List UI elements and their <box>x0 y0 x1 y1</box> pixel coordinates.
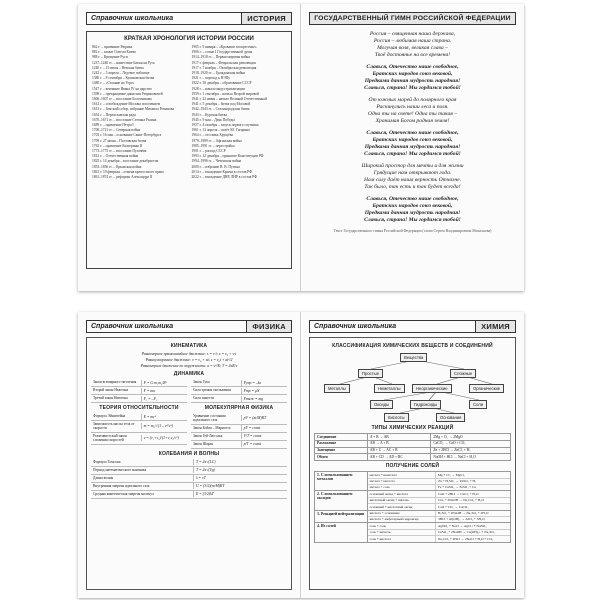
anthem-line: Могучая воля, великая слава – <box>377 45 448 51</box>
chronology-event: 1939 г. 1 сентября – начало Второй мировой <box>191 91 259 96</box>
formula-value: λ = vT <box>193 475 287 481</box>
formula-row <box>191 379 287 387</box>
reaction-row <box>315 440 511 447</box>
physics-panel <box>86 337 292 590</box>
node-simple: Простые <box>358 369 383 378</box>
anthem-line: Широкий простор для мечты и для жизни <box>361 163 464 169</box>
chronology-event: 1941 г. 22 июня – начало Великой Отечественной <box>191 97 268 102</box>
chronology-event: 1918–1920 гг. – Гражданская война <box>191 71 246 76</box>
formula-label: Второй закон Ньютона <box>93 388 129 393</box>
formula-row <box>191 395 287 403</box>
reaction-scheme: A + B → AB <box>367 434 430 441</box>
anthem-line: Россия – священная наша держава, <box>369 31 456 37</box>
chronology-event: 1945 г. 9 мая – День Победы <box>191 117 235 122</box>
chronology-column-1 <box>92 45 187 180</box>
salt-equation: 3HCl + Al(OH)₃ → AlCl₃ + 3H₂O <box>437 517 485 522</box>
salt-group <box>314 511 511 524</box>
anthem-line: Твоё достоянье на все времена! <box>374 52 451 58</box>
kinematics-formula: Равномерное движение по окружности: a = v²/R; T = 2πR/v <box>140 364 238 368</box>
formula-label: Уравнение состояния идеального газа <box>193 414 226 423</box>
salt-row <box>368 517 510 522</box>
anthem-line: Россия – любимая наша страна. <box>373 38 452 44</box>
formula-label: Средняя кинетическая энергия молекул <box>93 492 154 497</box>
salt-reagents: кислота + амфотерный гидроксид <box>368 517 436 522</box>
anthem-line: Предками данная мудрость народная! <box>364 78 461 84</box>
salt-reagents: кислота + основание <box>368 511 436 516</box>
chronology-event: 2000 г. – избрание В. В. Путина <box>191 164 240 169</box>
reaction-scheme: AB → A + B <box>367 440 430 447</box>
formula-value: p/T = const <box>241 441 287 447</box>
chronology-event: 1606–1607 гг. – восстание Болотникова <box>92 97 152 102</box>
formula-row <box>191 425 287 433</box>
dynamics-title: ДИНАМИКА <box>173 371 205 377</box>
chronology-event: 1242 г. – 5 апреля – Ледовое побоище <box>92 71 150 76</box>
formula-value: E = (3/2)kT <box>193 491 287 497</box>
salt-reagents: основный оксид + кислота <box>368 491 436 496</box>
chronology-event: 1928 г. – начало индустриализации <box>191 86 245 91</box>
formula-value: Fтяж = mg <box>241 396 287 402</box>
salt-reagents: соль + соль <box>368 523 436 528</box>
chronology-event: 1921 г. – переход к НЭПу <box>191 76 231 81</box>
chronology-event: 1957 г. 4 октября – запуск первого спутника <box>191 123 259 128</box>
chronology-event: 1922 г. 30 декабря – образование СССР <box>191 81 252 86</box>
formula-label: Сила трения скольжения <box>193 388 231 393</box>
reaction-scheme: AB + C → AC + B <box>367 447 430 454</box>
anthem-line: Славься, Отечество наше свободное, <box>366 64 459 70</box>
salt-equation: CaO + CO₂ → CaCO₃ <box>437 504 469 509</box>
formula-label: Формула Эйнштейна <box>93 414 126 419</box>
reaction-example: Zn + 2HCl → ZnCl₂ + H₂ <box>431 447 511 454</box>
formula-row <box>91 459 287 467</box>
node-complex: Сложные <box>450 369 476 378</box>
anthem-chorus <box>319 130 506 158</box>
node-organic: Органические <box>469 384 504 393</box>
chronology-event: 1613 г. – Земский собор, избрание Михаила Романова <box>92 107 175 112</box>
reaction-row <box>315 447 511 454</box>
chronology-event: 1825 г. 14 декабря – восстание декабристов <box>92 159 159 164</box>
chronology-event: 1709 г. 27 июня – Полтавская битва <box>92 138 147 143</box>
node-salts: Соли <box>469 400 487 409</box>
formula-row <box>191 387 287 395</box>
anthem-line: От южных морей до полярного края <box>368 97 457 103</box>
chronology-event: 1812 г. – Отечественная война <box>92 154 139 159</box>
formula-row <box>91 413 187 421</box>
salt-equation: CuSO₄ + 2NaOH → Cu(OH)₂↓ + Na₂SO₄ <box>437 530 495 535</box>
anthem-line: Грядущие нам открывают года. <box>373 170 452 176</box>
anthem-line: Нам силу даёт наша верность Отчизне. <box>364 177 461 183</box>
salt-group-name: 3. Реакцией нейтрализации <box>315 511 368 523</box>
salt-group-rows <box>368 523 510 541</box>
chronology-event: 1985–1991 гг. – перестройка <box>191 143 235 148</box>
formula-label: Длина волны <box>93 476 114 481</box>
chronology-event: 1861–1874 гг. – реформы Александра II <box>92 175 153 180</box>
salt-equation: H₂SO₄ + 2NaOH → Na₂SO₄ + 2H₂O <box>437 511 489 516</box>
chronology-event: 1942–1943 гг. – Сталинградская битва <box>191 107 250 112</box>
reaction-name: Соединение <box>315 434 368 441</box>
kinematics-formula: Равномерное прямолинейное движение: s = v·t; x = x₀ + v·t <box>141 352 237 356</box>
formula-label: Зависимость массы тела от скорости <box>93 422 135 431</box>
formula-label: Третий закон Ньютона <box>93 396 128 401</box>
salt-row <box>368 536 510 541</box>
chronology-event: 1762 г. – правление Екатерины II <box>92 143 143 148</box>
anthem-line: Славься, страна! Мы гордимся тобой! <box>364 151 461 157</box>
salt-equation: CO₂ + 2NaOH → Na₂CO₃ + H₂O <box>437 498 484 503</box>
dynamics-column-1 <box>91 379 187 403</box>
bottom-spread <box>78 312 524 598</box>
salt-row <box>368 504 510 509</box>
page-header <box>309 320 516 333</box>
salt-reagents: металл + кислота <box>368 479 436 484</box>
formula-value: m = m₀/√(1 – v²/c²) <box>141 423 187 429</box>
reaction-name: Замещение <box>315 447 368 454</box>
chronology-event: 1943 г. – Курская битва <box>191 112 227 117</box>
formula-value: F₁ = –F₂ <box>141 396 187 402</box>
chronology-event: 1941 г. 5 декабря – битва под Москвой <box>191 102 251 107</box>
salt-group-rows <box>368 491 510 509</box>
anthem-verse <box>319 163 506 191</box>
reaction-example: NaOH + HCl → NaCl + H₂O <box>431 454 511 461</box>
formula-value: pV = (m/M)RT <box>241 415 287 421</box>
chronology-event: 1547 г. – венчание Ивана IV на царство <box>92 86 152 91</box>
formula-label: Релятивистский закон сложения скоростей <box>93 433 127 443</box>
chronology-event: 1670–1671 гг. – восстание Степана Разина <box>92 117 157 122</box>
relativity-formulas <box>91 413 187 445</box>
subject-label: ИСТОРИЯ <box>241 13 291 24</box>
salt-reagents: металл + неметалл <box>368 472 436 477</box>
dynamics-column-2 <box>191 379 287 403</box>
formula-label: Период математического маятника <box>93 468 147 473</box>
formula-row <box>91 475 287 483</box>
molecular-formulas <box>191 413 287 449</box>
formula-row <box>191 433 287 441</box>
subject-label: ФИЗИКА <box>246 321 291 332</box>
node-metals: Металлы <box>324 384 350 393</box>
molecular-title: МОЛЕКУЛЯРНАЯ ФИЗИКА <box>204 405 274 411</box>
top-spread <box>78 4 524 291</box>
formula-label: Сила тяжести <box>193 396 214 401</box>
salt-equation: CuO + 2HCl → CuCl₂ + H₂O <box>437 491 479 496</box>
chronology-event: 1861 г. 19 февраля – отмена крепостного права <box>92 169 164 174</box>
formula-row <box>91 491 287 499</box>
chronology-event: 1993 г. 12 декабря – принятие Конституции РФ <box>191 154 264 159</box>
chronology-event: 1853–1856 гг. – Крымская война <box>92 164 142 169</box>
page-header <box>86 320 292 333</box>
chronology-event: 1905 г. 9 января – «Кровавое воскресенье» <box>191 45 257 49</box>
formula-value: V/T = const <box>241 433 287 439</box>
subject-label: ХИМИЯ <box>475 321 515 332</box>
chronology-event: 1237–1240 гг. – нашествие Батыя на Русь <box>92 60 155 65</box>
anthem-chorus <box>319 196 506 224</box>
reaction-name: Разложение <box>315 440 368 447</box>
salt-group-rows <box>368 511 510 523</box>
chronology-event: 2014 г. – вхождение Крыма в состав РФ <box>191 169 253 174</box>
formula-label: Внутренняя энергия идеального газа <box>93 484 150 489</box>
page-header <box>86 12 292 25</box>
formula-label: Закон Шарля <box>193 442 213 447</box>
chronology-title: КРАТКАЯ ХРОНОЛОГИЯ ИСТОРИИ РОССИИ <box>124 36 254 42</box>
history-page <box>78 4 301 291</box>
chronology-event: 1961 г. 12 апреля – полёт Ю. Гагарина <box>191 128 250 133</box>
reaction-example: 2Mg + O₂ → 2MgO <box>431 434 511 441</box>
formula-row <box>191 441 287 449</box>
formula-row <box>91 421 187 433</box>
formula-value: Fупр = –kx <box>241 380 287 386</box>
anthem-line: Хранимая Богом родная земля! <box>375 118 450 124</box>
reaction-row <box>315 434 511 441</box>
salt-reagents: соль + кислота <box>368 536 436 541</box>
classification-title: КЛАССИФИКАЦИЯ ХИМИЧЕСКИХ ВЕЩЕСТВ И СОЕДИНЕНИЙ <box>332 343 493 349</box>
oscillations-title: КОЛЕБАНИЯ И ВОЛНЫ <box>158 450 220 457</box>
chronology-event: 2022 г. – вхождение ДНР, ЛНР в состав РФ <box>191 175 258 180</box>
salt-reagents: соль + щёлочь <box>368 530 436 535</box>
anthem-title: ГОСУДАРСТВЕННЫЙ ГИМН РОССИЙСКОЙ ФЕДЕРАЦИИ <box>309 12 516 25</box>
anthem-text <box>309 25 516 224</box>
formula-value: Fтр = μN <box>241 388 287 394</box>
chronology-event: 1380 г. – 8 сентября – Куликовская битва <box>92 76 155 81</box>
salts-table <box>314 471 511 542</box>
chronology-event: 1964 г. – отставка Хрущёва <box>191 133 233 138</box>
physics-page <box>78 312 301 598</box>
salts-title: ПОЛУЧЕНИЕ СОЛЕЙ <box>385 463 440 470</box>
chronology-event: 1703 г. 16 мая – основание Санкт-Петербурга <box>92 133 162 138</box>
relativity-title: ТЕОРИЯ ОТНОСИТЕЛЬНОСТИ <box>99 405 179 411</box>
anthem-verse <box>319 31 506 59</box>
chronology-event: 1240 г. – 15 июля – Невская битва <box>92 65 144 70</box>
anthem-line: Славься, страна! Мы гордимся тобой! <box>364 85 461 91</box>
formula-row <box>91 387 187 395</box>
anthem-line: Братских народов союз вековой, <box>372 137 453 143</box>
anthem-line: Предками данная мудрость народная! <box>364 210 461 216</box>
formula-label: Закон Гука <box>193 380 210 385</box>
chronology-event: 862 г. – призвание Рюрика <box>92 45 133 49</box>
salt-row <box>368 485 510 490</box>
salt-group-name: 1. С использованием металлов <box>315 472 368 490</box>
chronology-event: 1480 г. – «Стояние на Угре» <box>92 81 135 86</box>
reference-title: Справочник школьника <box>91 15 174 22</box>
node-substances: Вещества <box>400 353 427 362</box>
anthem-line: Славься, страна! Мы гордимся тобой! <box>364 217 461 223</box>
formula-value: F = ma <box>141 388 187 394</box>
chronology-event: 1598 г. – прекращение династии Рюриковичей <box>92 91 163 96</box>
chronology-event: 1979–1989 гг. – Афганская война <box>191 138 242 143</box>
chronology-event: 1917 г. февраль – Февральская революция <box>191 60 256 65</box>
anthem-line: Братских народов союз вековой, <box>372 203 453 209</box>
formula-value: T = 2π√(LC) <box>193 459 287 465</box>
formula-value: pV = const <box>241 425 287 431</box>
chronology-event: 1917 г. 7 ноября – Октябрьская революция <box>191 65 257 70</box>
kinematics-title: КИНЕМАТИКА <box>170 343 208 349</box>
oscillations-formulas <box>91 459 287 499</box>
salt-reagents: основный + кислотный оксид <box>368 504 436 509</box>
node-inorganic: Неорганические <box>412 384 452 393</box>
chronology-event: 1773–1775 гг. – восстание Пугачёва <box>92 149 147 154</box>
chronology-event: 1906 г. – созыв I Государственной думы <box>191 50 253 55</box>
reactions-table <box>314 433 511 461</box>
salt-group-rows <box>368 472 510 490</box>
node-bases: Основания <box>436 413 465 422</box>
reaction-scheme: AB + CD → AD + BC <box>367 454 430 461</box>
chronology-event: 1914–1918 гг. – Первая мировая война <box>191 55 250 60</box>
anthem-credits: Текст Государственного гимна Российской Федерации (слова Сергея Владимировича Михалкова) <box>333 229 492 233</box>
classification-tree <box>314 351 511 423</box>
chronology-event: 988 г. – Крещение Руси <box>92 55 128 60</box>
salt-reagents: кислотный оксид + щёлочь <box>368 498 436 503</box>
formula-row <box>91 467 287 475</box>
reference-title: Справочник школьника <box>91 323 174 330</box>
chronology-event: 1994–1996 гг. – Чеченская война <box>191 159 242 164</box>
formula-label: Закон Бойля – Мариотта <box>193 426 231 431</box>
reference-title: Справочник школьника <box>314 323 397 330</box>
chronology-column-2 <box>192 45 287 180</box>
salt-group <box>314 491 511 510</box>
reaction-example: CaCO₃ → CaO + CO₂ <box>431 440 511 447</box>
formula-label: Формула Томсона <box>93 460 121 465</box>
chronology-event: 1689 г. – правление Петра I <box>92 123 134 128</box>
chronology-box <box>86 31 292 269</box>
kinematics-formula: Равноускоренное движение: v = v₀ + at; s = v₀t + at²/2 <box>145 358 233 362</box>
salt-group <box>314 523 511 542</box>
anthem-chorus <box>319 64 506 92</box>
formula-row <box>91 395 187 403</box>
formula-row <box>91 483 287 491</box>
formula-row <box>191 413 287 425</box>
node-acids: Кислоты <box>384 413 409 422</box>
anthem-line: Славься, Отечество наше свободное, <box>366 130 459 136</box>
chronology-event: 1991 г. – распад СССР <box>191 149 226 154</box>
chronology-event: 882 г. – захват Олегом Киева <box>92 50 136 55</box>
anthem-line: Предками данная мудрость народная! <box>364 144 461 150</box>
reaction-row <box>315 454 511 461</box>
formula-row <box>91 433 187 445</box>
chronology-event: 1612 г. – освобождение Москвы ополчением <box>92 102 161 107</box>
chronology-event: 1654 г. – Переяславская рада <box>92 112 136 117</box>
reaction-name: Обмен <box>315 454 368 461</box>
salt-equation: Na₂CO₃ + 2HCl → 2NaCl + H₂O + CO₂ <box>437 536 494 541</box>
anthem-line: Славься, Отечество наше свободное, <box>366 196 459 202</box>
salt-group-name: 4. Из солей <box>315 523 368 541</box>
formula-label: Закон Гей-Люссака <box>193 434 223 439</box>
chemistry-page <box>301 312 524 598</box>
chemistry-panel <box>309 337 516 590</box>
node-hydroxides: Гидроксиды <box>410 400 441 409</box>
formula-value: T = 2π√(l/g) <box>193 467 287 473</box>
formula-row <box>91 379 187 387</box>
anthem-line: Раскинулись наши леса и поля. <box>376 104 449 110</box>
formula-label: Закон всемирного тяготения <box>93 380 137 385</box>
salt-group-name: 2. С использованием оксидов <box>315 491 368 509</box>
salt-reagents: металл + соль <box>368 485 436 490</box>
salt-equation: Fe + CuSO₄ → FeSO₄ + Cu <box>437 485 476 490</box>
salt-equation: Zn + H₂SO₄ → ZnSO₄ + H₂ <box>437 479 477 484</box>
anthem-line: Одна ты на свете! Одна ты такая – <box>367 111 458 117</box>
salt-equation: Mg + Cl₂ → MgCl₂ <box>437 472 465 477</box>
anthem-line: Так было, так есть и так будет всегда! <box>364 184 461 190</box>
chronology-event: 1700–1721 гг. – Северная война <box>92 128 141 133</box>
salt-group <box>314 472 511 491</box>
node-oxides: Оксиды <box>370 400 393 409</box>
node-nonmetals: Неметаллы <box>374 384 405 393</box>
formula-value: U = (3/2)(m/M)RT <box>193 483 287 489</box>
salt-equation: AgNO₃ + NaCl → AgCl↓ + NaNO₃ <box>437 523 487 528</box>
kinematics-formulas <box>91 351 287 369</box>
formula-value: F = G·m₁m₂/R² <box>141 380 187 386</box>
anthem-page <box>301 4 524 291</box>
formula-value: v = (v₁+v₂)/(1+v₁v₂/c²) <box>141 435 187 441</box>
formula-value: E = mc² <box>141 414 187 420</box>
anthem-verse <box>319 97 506 125</box>
anthem-line: Братских народов союз вековой, <box>372 71 453 77</box>
reactions-title: ТИПЫ ХИМИЧЕСКИХ РЕАКЦИЙ <box>371 425 454 431</box>
